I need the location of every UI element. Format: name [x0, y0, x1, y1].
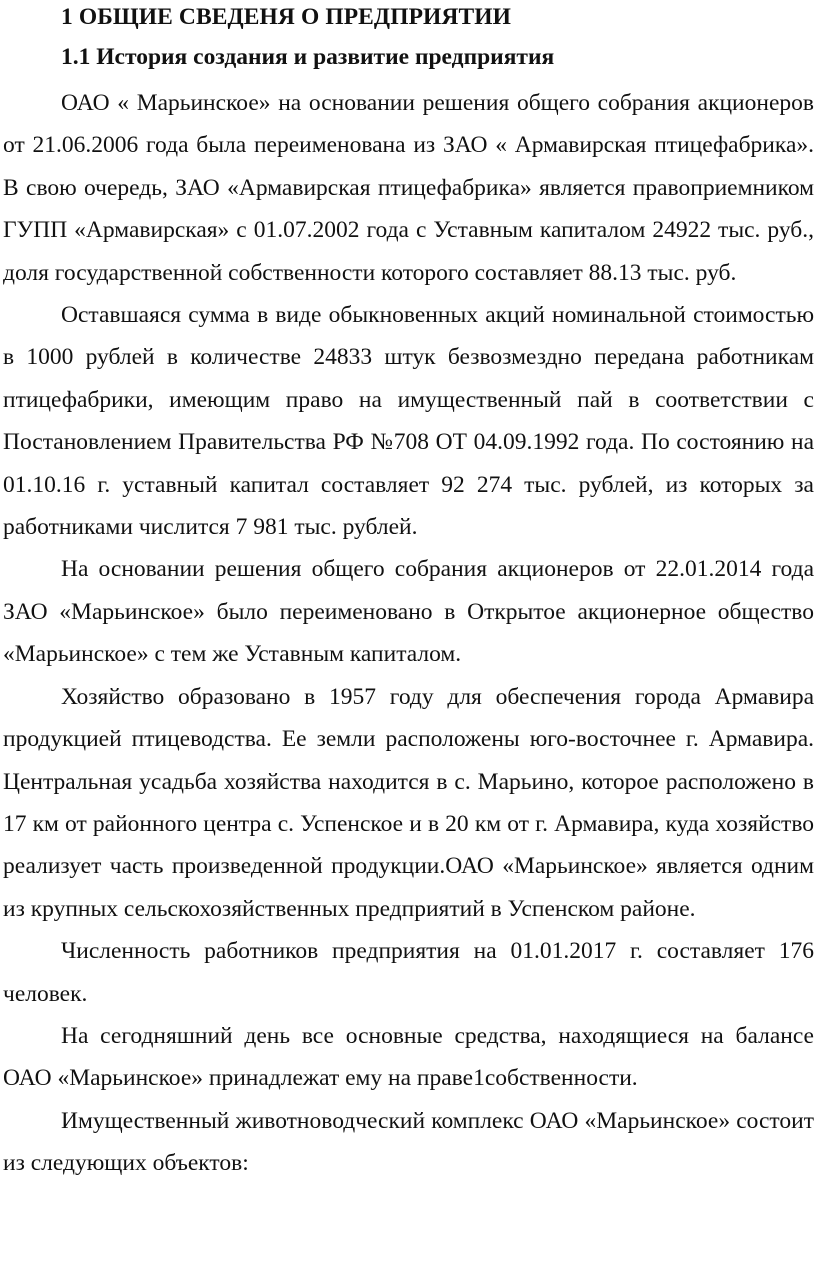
section-heading: 1 ОБЩИЕ СВЕДЕНЯ О ПРЕДПРИЯТИИ [61, 4, 512, 30]
paragraph-shares: Оставшаяся сумма в виде обыкновенных акций номинальной стоимостью в 1000 рублей в количестве 24833 штук безвозмездно передана работникам птицефабрики, имеющим право на имущественный пай в соответствии с Постановлением Правительства РФ №708 ОТ 04.09.1992 года. По состоянию на 01.10.16 г. уставный капитал составляет 92 274 тыс. рублей, из которых за работниками числится 7 981 тыс. рублей. [3, 302, 814, 541]
paragraph-history: ОАО « Марьинское» на основании решения общего собрания акционеров от 21.06.2006 года была переименована из ЗАО « Армавирская птицефабрика». В свою очередь, ЗАО «Армавирская птицефабрика» является правоприемником ГУПП «Армавирская» с 01.07.2002 года с Уставным капиталом 24922 тыс. руб., доля государственной собственности которого составляет 88.13 тыс. руб. [3, 90, 814, 286]
paragraph-complex: Имущественный животноводческий комплекс ОАО «Марьинское» состоит из следующих объектов: [3, 1107, 814, 1177]
paragraph-renaming: На основании решения общего собрания акционеров от 22.01.2014 года ЗАО «Марьинское» было переименовано в Открытое акционерное общество «Марьинское» с тем же Уставным капиталом. [3, 556, 814, 668]
paragraph-employees: Численность работников предприятия на 01.01.2017 г. составляет 176 человек. [3, 938, 814, 1007]
document-body [3, 82, 814, 1185]
subsection-heading: 1.1 История создания и развитие предприятия [61, 44, 555, 70]
paragraph-location: Хозяйство образовано в 1957 году для обеспечения города Армавира продукцией птицеводства. Ее земли расположены юго-восточнее г. Армавира. Центральная усадьба хозяйства находится в с. Марьино, которое расположено в 17 км от районного центра с. Успенское и в 20 км от г. Армавира, куда хозяйство реализует часть произведенной продукции.ОАО «Марьинское» является одним из крупных сельскохозяйственных предприятий в Успенском районе. [3, 683, 814, 922]
paragraph-assets: На сегодняшний день все основные средства, находящиеся на балансе ОАО «Марьинское» принадлежат ему на праве1собственности. [3, 1022, 814, 1092]
